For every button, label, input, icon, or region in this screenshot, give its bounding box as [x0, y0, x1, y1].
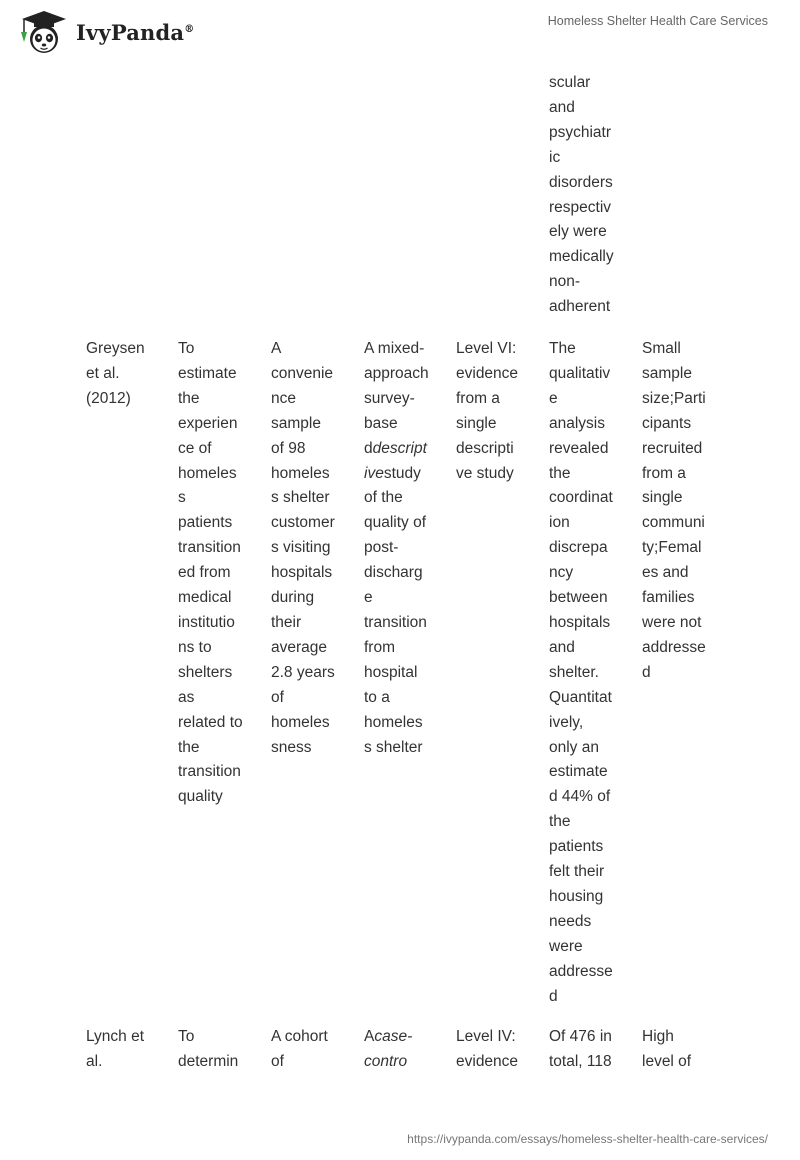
- citation-cell: Greysen et al. (2012): [86, 340, 145, 407]
- evidence-level-cell: Level IV: evidence: [456, 1028, 519, 1070]
- limitations-cell: Small sample size;Parti cipants recruited from a single communi ty;Femal es and families were not addresse d: [642, 340, 706, 681]
- sample-cell: A cohort of: [271, 1028, 328, 1070]
- evidence-level-cell: Level VI: evidence from a single descripti ve study: [456, 340, 519, 482]
- design-cell: Acase- contro: [364, 1028, 413, 1070]
- findings-cell: The qualitativ e analysis revealed the coordinat ion discrepa ncy between hospitals and shelter. Quantitat ively, only an estimate d 44% of the patients felt their housing needs were addresse d: [549, 340, 613, 1005]
- source-url[interactable]: https://ivypanda.com/essays/homeless-shelter-health-care-services/: [407, 1132, 768, 1146]
- sample-cell: A convenie nce sample of 98 homeles s shelter customer s visiting hospitals during their average 2.8 years of homeles sness: [271, 340, 335, 756]
- design-cell: A mixed- approach survey- base ddescript ivestudy of the quality of post- discharg e transition from hospital to a homeles s shelter: [364, 340, 429, 756]
- findings-cell-continued: scular and psychiatr ic disorders respectiv ely were medically non- adherent: [549, 74, 614, 316]
- document-title: Homeless Shelter Health Care Services: [547, 14, 768, 28]
- limitations-cell: High level of: [642, 1028, 692, 1070]
- citation-cell: Lynch et al.: [86, 1028, 145, 1070]
- purpose-cell: To determin: [178, 1028, 239, 1070]
- brand-name: IvyPanda®: [76, 19, 195, 45]
- findings-cell: Of 476 in total, 118: [549, 1028, 612, 1070]
- purpose-cell: To estimate the experien ce of homeles s patients transition ed from medical institutio ns to shelters as related to the transition quality: [178, 340, 243, 806]
